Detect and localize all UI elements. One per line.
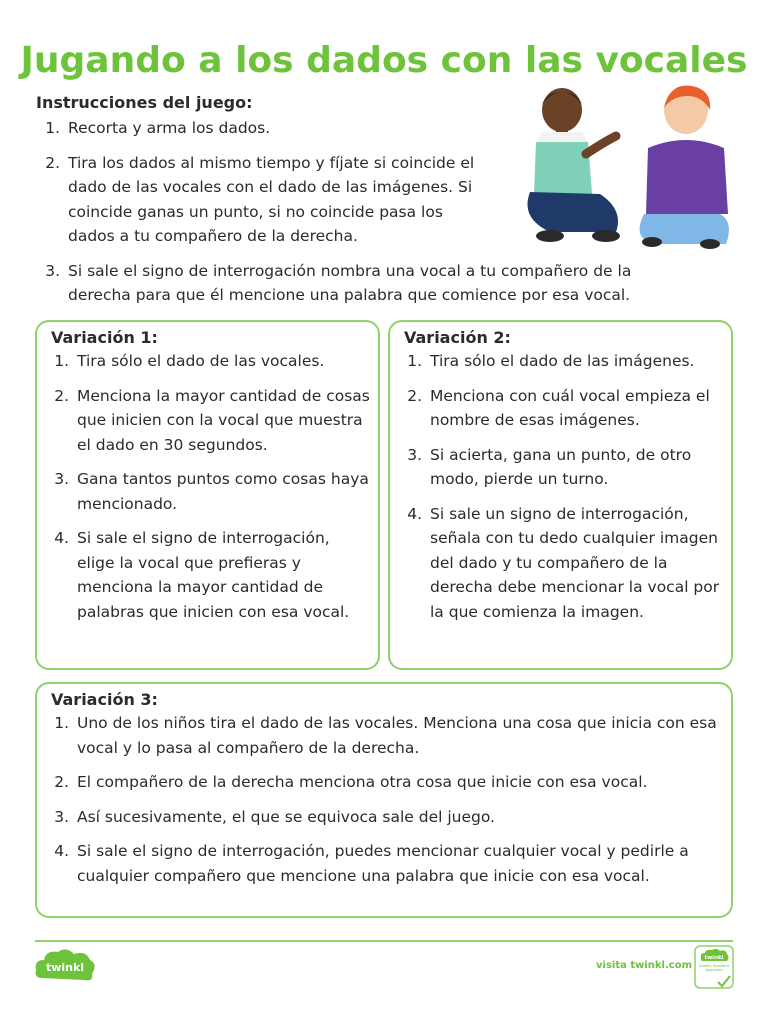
list-item [400,349,725,374]
list-item [47,839,725,888]
item-text: Uno de los niños tira el dado de las vocales. Menciona una cosa que inicia con esa vocal y lo pasa al compañero de la derecha. [77,714,717,757]
item-text: Recorta y arma los dados. [68,119,271,137]
item-number: 2. [407,386,422,405]
list-item [47,384,372,458]
footer-divider [35,940,733,942]
item-text: Tira sólo el dado de las vocales. [77,352,325,370]
item-number: 1. [54,714,69,732]
item-number: 3. [54,807,69,826]
list-item [47,805,725,830]
item-number: 3. [407,445,422,464]
item-text: Si sale un signo de interrogación, señala con tu dedo cualquier imagen del dado y tu compañero de la derecha debe mencionar la vocal por la que comienza la imagen. [430,504,720,621]
item-number: 2. [54,773,69,791]
item-number: 3. [54,470,69,488]
variation-2-title: Variación 2: [404,328,511,347]
badge-brand: twinkl [704,955,724,961]
item-number: 4. [54,842,69,860]
item-text: Si sale el signo de interrogación, elige la vocal que prefieras y menciona la mayor cantidad de palabras que inicien con esa vocal. [77,529,350,621]
item-text: Así sucesivamente, el que se equivoca sale del juego. [77,807,495,826]
variation-1-list [37,349,378,624]
item-number: 1. [45,119,60,137]
variation-3-box [35,682,733,918]
item-number: 1. [407,352,422,370]
children-playing-illustration [520,82,730,252]
variation-2-list [390,349,731,624]
badge-caption: Quality Standard Approved [698,964,730,973]
item-text: Si acierta, gana un punto, de otro modo, pierde un turno. [430,445,692,488]
right-child-figure [640,85,729,249]
list-item [47,770,725,795]
variation-3-title: Variación 3: [51,690,158,709]
item-number: 2. [54,386,69,405]
list-item [47,349,372,374]
variation-1-box [35,320,380,670]
left-child-figure [528,88,621,242]
list-item [47,711,725,760]
item-text: Tira sólo el dado de las imágenes. [430,352,695,370]
twinkl-logo[interactable] [34,948,96,984]
item-number: 1. [54,352,69,370]
item-text: Gana tantos puntos como cosas haya mencionado. [77,470,369,513]
list-item [47,467,372,516]
item-text: El compañero de la derecha menciona otra cosa que inicie con esa vocal. [77,773,648,791]
variation-2-box [388,320,733,670]
instructions-heading: Instrucciones del juego: [36,93,253,112]
list-item [400,443,725,492]
list-item [47,526,372,624]
item-text: Si sale el signo de interrogación nombra una vocal a tu compañero de la derecha para que él mencione una palabra que comience por esa vocal. [68,261,632,304]
visit-link[interactable]: visita twinkl.com [596,960,692,971]
item-number: 4. [54,529,69,547]
item-text: Tira los dados al mismo tiempo y fíjate si coincide el dado de las vocales con el dado de las imágenes. Si coincide ganas un punto, si no coincide pasa los dados a tu compañero de la derecha. [68,153,475,245]
logo-text: twinkl [45,961,85,974]
item-text: Si sale el signo de interrogación, puedes mencionar cualquier vocal y pedirle a cualquier compañero que mencione una palabra que inicie con esa vocal. [77,842,689,885]
variation-1-title: Variación 1: [51,328,158,347]
list-item [400,502,725,625]
page-title: Jugando a los dados con las vocales [20,40,748,81]
item-text: Menciona la mayor cantidad de cosas que inicien con la vocal que muestra el dado en 30 segundos. [77,386,370,454]
variation-3-list [37,711,731,888]
list-item [38,259,688,308]
item-number: 3. [45,261,60,280]
list-item [400,384,725,433]
quality-badge-icon [694,945,734,989]
item-number: 4. [407,504,422,523]
item-number: 2. [45,153,60,172]
item-text: Menciona con cuál vocal empieza el nombre de esas imágenes. [430,386,710,429]
